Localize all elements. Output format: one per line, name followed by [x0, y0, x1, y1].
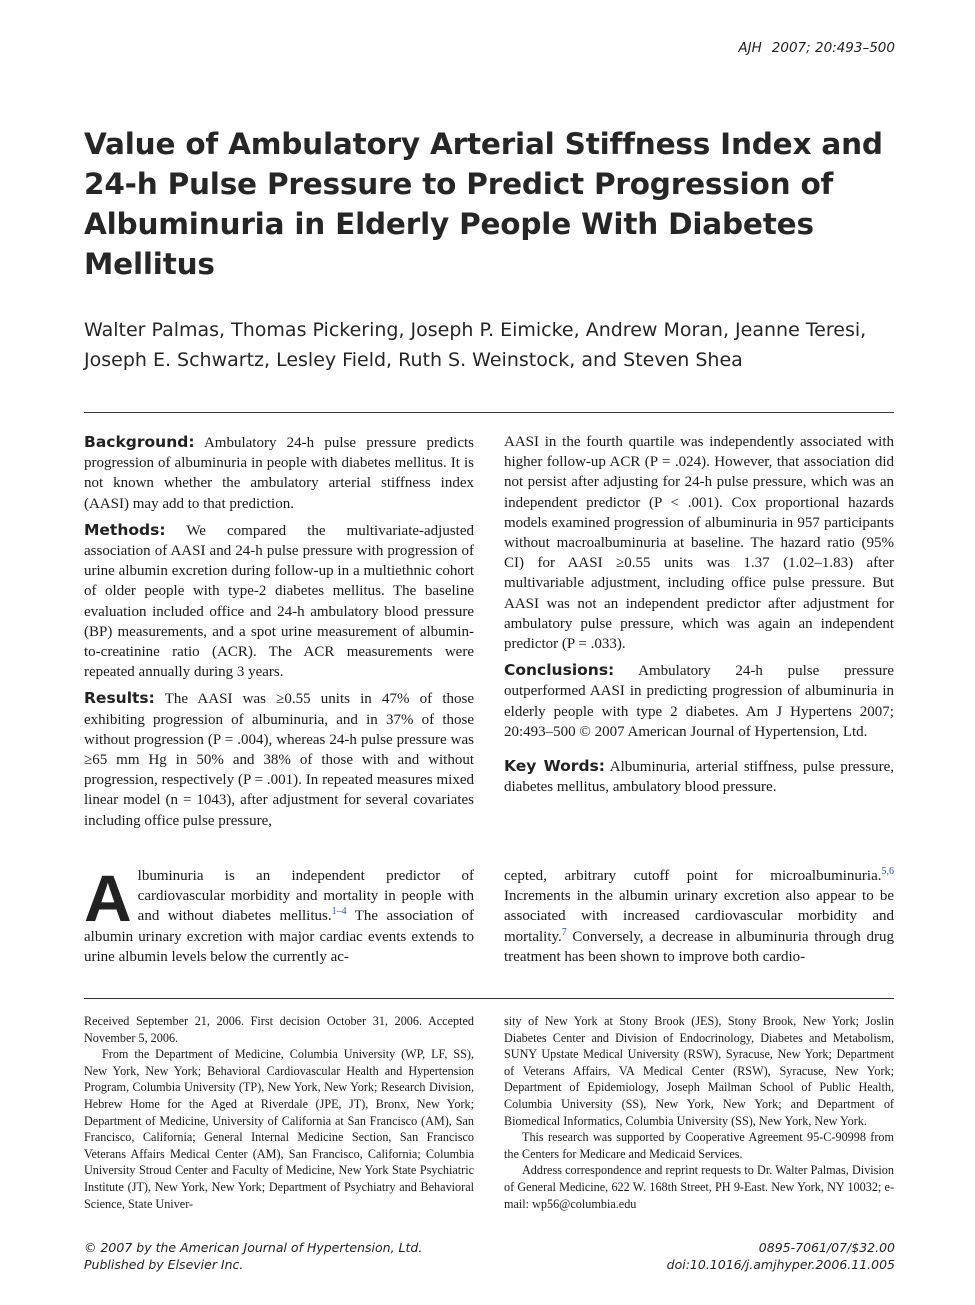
intro-paragraph-continued: [504, 866, 894, 967]
abstract-citation: Am J Hypertens 2007; 20:493–500 © 2007 American Journal of Hypertension, Ltd.: [504, 703, 894, 740]
intro-text-part3: cepted, arbitrary cutoff point for microalbuminuria.: [504, 868, 882, 884]
reference-link-5-6[interactable]: 5,6: [881, 866, 894, 877]
running-head-citation: 2007; 20:493–500: [771, 40, 895, 56]
abstract-conclusions: [504, 660, 894, 742]
abstract-left-column: [84, 432, 474, 837]
author-list: Walter Palmas, Thomas Pickering, Joseph P. Eimicke, Andrew Moran, Jeanne Teresi, Joseph E. Schwartz, Lesley Field, Ruth S. Weinstock, and Steven Shea: [84, 319, 867, 371]
top-divider: [84, 412, 894, 413]
correspondence-note: Address correspondence and reprint requests to Dr. Walter Palmas, Division of General Medicine, 622 W. 168th Street, PH 9-East. New York, NY 10032; e-mail: wp56@columbia.edu: [504, 1163, 894, 1211]
affiliations-part2: sity of New York at Stony Brook (JES), Stony Brook, New York; Joslin Diabetes Center and Division of Endocrinology, Diabetes and Metabolism, SUNY Upstate Medical University (RSW), Syracuse, New York; Department of Veterans Affairs, VA Medical Center (RSW), Syracuse, New York; Department of Epidemiology, Joseph Mailman School of Public Health, Columbia University (SS), New York, New York; and Department of Biomedical Informatics, Columbia University (SS), New York, New York.: [504, 1014, 894, 1128]
abstract-right-column: [504, 432, 894, 803]
intro-text-part5: Conversely, a decrease in albuminuria through drug treatment has been shown to improve both cardio-: [504, 928, 894, 965]
footnote-divider: [84, 998, 894, 999]
keywords-heading: Key Words:: [504, 757, 605, 776]
intro-text-part2: The association of albumin urinary excretion with major cardiac events extends to urine albumin levels below the currently ac-: [84, 908, 474, 965]
footer-right: [667, 1240, 895, 1273]
publisher-line: Published by Elsevier Inc.: [84, 1256, 244, 1272]
intro-text-part1: lbuminuria is an independent predictor of cardiovascular morbidity and mortality in people with and without diabetes mellitus.: [137, 868, 474, 925]
footnotes-left-column: [84, 1013, 474, 1212]
background-heading: Background:: [84, 433, 195, 451]
footer-left: [84, 1240, 422, 1273]
abstract-methods: [84, 520, 474, 683]
received-dates: Received September 21, 2006. First decision October 31, 2006. Accepted November 5, 2006.: [84, 1014, 474, 1045]
reference-link-7[interactable]: 7: [561, 926, 567, 938]
methods-heading: Methods:: [84, 520, 166, 539]
reference-link-1-4[interactable]: 1–4: [331, 906, 347, 918]
affiliations-part1: From the Department of Medicine, Columbia University (WP, LF, SS), New York, New York; Behavioral Cardiovascular Health and Hypertension Program, Columbia University (TP), New York, New York; Research Division, Hebrew Home for the Aged at Riverdale (JPE, JT), Bronx, New York; Department of Medicine, University of California at San Francisco (AM), San Francisco, California; General Internal Medicine Section, San Francisco Veterans Affairs Medical Center (AM), San Francisco, California; Columbia University Stroud Center and Faculty of Medicine, New York State Psychiatric Institute (JT), New York, New York; Department of Psychiatry and Behavioral Science, State Univer-: [84, 1047, 474, 1211]
results-heading: Results:: [84, 689, 155, 708]
running-head: [738, 40, 895, 56]
results-text: The AASI was ≥0.55 units in 47% of those exhibiting progression of albuminuria, and in 37% of those without progression (P = .004), whereas 24-h pulse pressure was ≥65 mm Hg in 50% and 38% of those with and without progression, respectively (P = .001). In repeated measures mixed linear model (n = 1043), after adjustment for several covariates including office pulse pressure,: [84, 691, 474, 829]
body-left-column: [84, 861, 474, 973]
methods-text: We compared the multivariate-adjusted association of AASI and 24-h pulse pressure with progression of urine albumin excretion during follow-up in a multiethnic cohort of older people with type-2 diabetes mellitus. The baseline evaluation included office and 24-h ambulatory blood pressure (BP) measurements, and a spot urine measurement of albumin-to-creatinine ratio (ACR). The ACR measurements were repeated annually during 3 years.: [84, 522, 475, 681]
body-right-column: [504, 866, 894, 973]
footnotes-right-column: [504, 1013, 894, 1212]
funding-note: This research was supported by Cooperative Agreement 95-C-90998 from the Centers for Medicare and Medicaid Services.: [504, 1130, 894, 1161]
keywords-text: Albuminuria, arterial stiffness, pulse pressure, diabetes mellitus, ambulatory blood pressure.: [504, 759, 894, 796]
drop-cap: A: [84, 861, 132, 935]
conclusions-heading: Conclusions:: [504, 661, 615, 680]
article-title: Value of Ambulatory Arterial Stiffness Index and 24-h Pulse Pressure to Predict Progression of Albuminuria in Elderly People With Diabetes Mellitus: [84, 127, 883, 281]
background-text: Ambulatory 24-h pulse pressure predicts progression of albuminuria in people with diabetes mellitus. It is not known whether the ambulatory arterial stiffness index (AASI) may add to that prediction.: [84, 435, 474, 512]
copyright-line: © 2007 by the American Journal of Hypertension, Ltd.: [84, 1240, 423, 1255]
running-head-journal: AJH: [738, 40, 762, 56]
doi-line: doi:10.1016/j.amjhyper.2006.11.005: [666, 1256, 895, 1272]
intro-paragraph: [84, 861, 474, 967]
abstract-results: [84, 688, 474, 830]
intro-text-part4: Increments in the albumin urinary excretion also appear to be associated with increased cardiovascular morbidity and mortality.: [504, 888, 894, 945]
abstract-results-continued: AASI in the fourth quartile was independently associated with higher follow-up ACR (P = .024). However, that association did not persist after adjusting for 24-h pulse pressure, which was an independent predictor (P < .001). Cox proportional hazards models examined progression of albuminuria in 957 participants without macroalbuminuria at baseline. The hazard ratio (95% CI) for AASI ≥0.55 units was 1.37 (1.02–1.83) after multivariable adjustment, including office pulse pressure. But AASI was not an independent predictor after adjustment for ambulatory pulse pressure, which was again an independent predictor (P = .033).: [504, 434, 894, 653]
abstract-keywords: [504, 756, 894, 797]
abstract-background: [84, 432, 474, 514]
issn-line: 0895-7061/07/$32.00: [758, 1240, 895, 1255]
conclusions-text: Ambulatory 24-h pulse pressure outperformed AASI in predicting progression of albuminuria in elderly people with type 2 diabetes.: [504, 663, 894, 720]
